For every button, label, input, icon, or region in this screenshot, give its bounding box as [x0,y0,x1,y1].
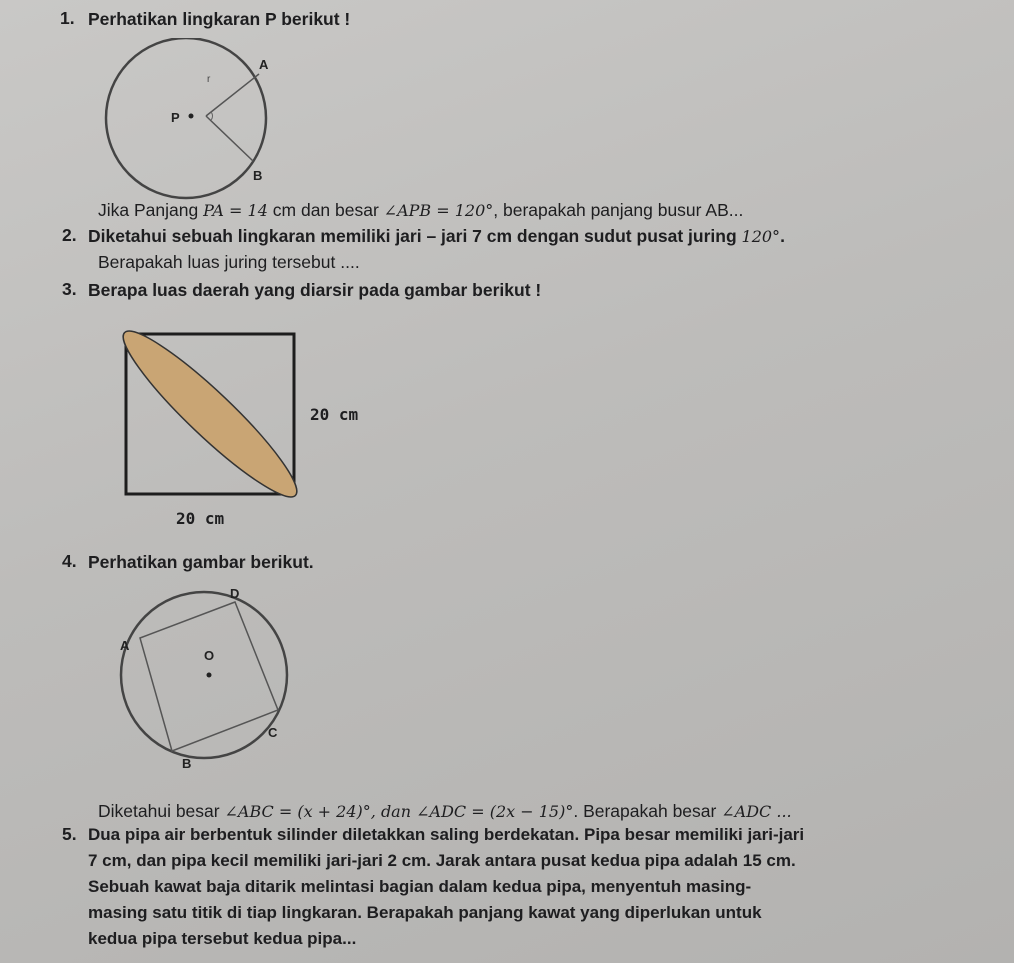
angle-arc [211,112,213,120]
q2-line2: Berapakah luas juring tersebut .... [98,252,360,272]
label-c: C [268,725,278,740]
q5-line5: kedua pipa tersebut kedua pipa... [88,929,357,948]
center-dot [189,114,194,119]
q2-number: 2. [62,225,77,245]
q4-prefix: Diketahui besar [98,801,220,821]
q5-line4: masing satu titik di tiap lingkaran. Berapakah panjang kawat yang diperlukan untuk [88,903,762,922]
q1-question [98,199,743,222]
q5-line2: 7 cm, dan pipa kecil memiliki jari-jari 2 cm. Jarak antara pusat kedua pipa adalah 15 cm. [88,851,796,870]
q3-title: Berapa luas daerah yang diarsir pada gambar berikut ! [88,280,542,300]
q4-expr: ∠ABC = (x + 24)°, dan ∠ADC = (2x − 15)° [224,802,574,821]
q5-line3: Sebuah kawat baja ditarik melintasi bagian dalam kedua pipa, menyentuh masing- [88,877,752,896]
label-r: r [207,74,211,85]
q1-pa: PA = 14 [203,201,268,220]
q2-line1 [88,225,785,248]
q1-title: Perhatikan lingkaran P berikut ! [88,9,351,29]
q3-number: 3. [62,279,77,299]
q1-circle-figure [103,38,283,218]
radius-pa [206,74,259,116]
q4-question [98,800,792,823]
q4-ask: ∠ADC ... [721,802,792,821]
q4-number: 4. [62,551,77,571]
circle-o [121,592,287,758]
label-d: D [230,586,240,601]
q2-line1a: Diketahui sebuah lingkaran memiliki jari – jari 7 cm dengan sudut pusat juring [88,226,737,246]
label-a-q4: A [120,638,130,653]
shaded-region [122,330,302,505]
q2-angle: 120° [741,227,781,246]
center-o-dot [207,673,212,678]
label-a: A [259,57,269,72]
q5-line1: Dua pipa air berbentuk silinder diletakkan saling berdekatan. Pipa besar memiliki jari-jari [88,825,805,844]
label-b-q4: B [182,756,192,770]
q2-line1b: . [780,226,785,246]
label-p: P [171,110,180,125]
q5-number: 5. [62,824,77,844]
q4-circle-figure [110,580,310,770]
q1-angle: ∠APB = 120° [383,201,494,220]
q4-title: Perhatikan gambar berikut. [88,552,314,572]
label-o: O [204,648,215,663]
q1-prefix: Jika Panjang [98,200,199,220]
circle-p [106,38,266,198]
q3-side-label: 20 cm [310,405,359,424]
q1-number: 1. [60,8,75,28]
q3-bottom-label: 20 cm [176,509,225,528]
q3-square-figure [122,330,302,505]
radius-pb [206,116,253,161]
q1-ask: , berapakah panjang busur AB... [493,200,744,220]
label-b: B [253,168,263,183]
q1-unit: cm dan besar [272,200,379,220]
q4-suffix: . Berapakah besar [573,801,717,821]
